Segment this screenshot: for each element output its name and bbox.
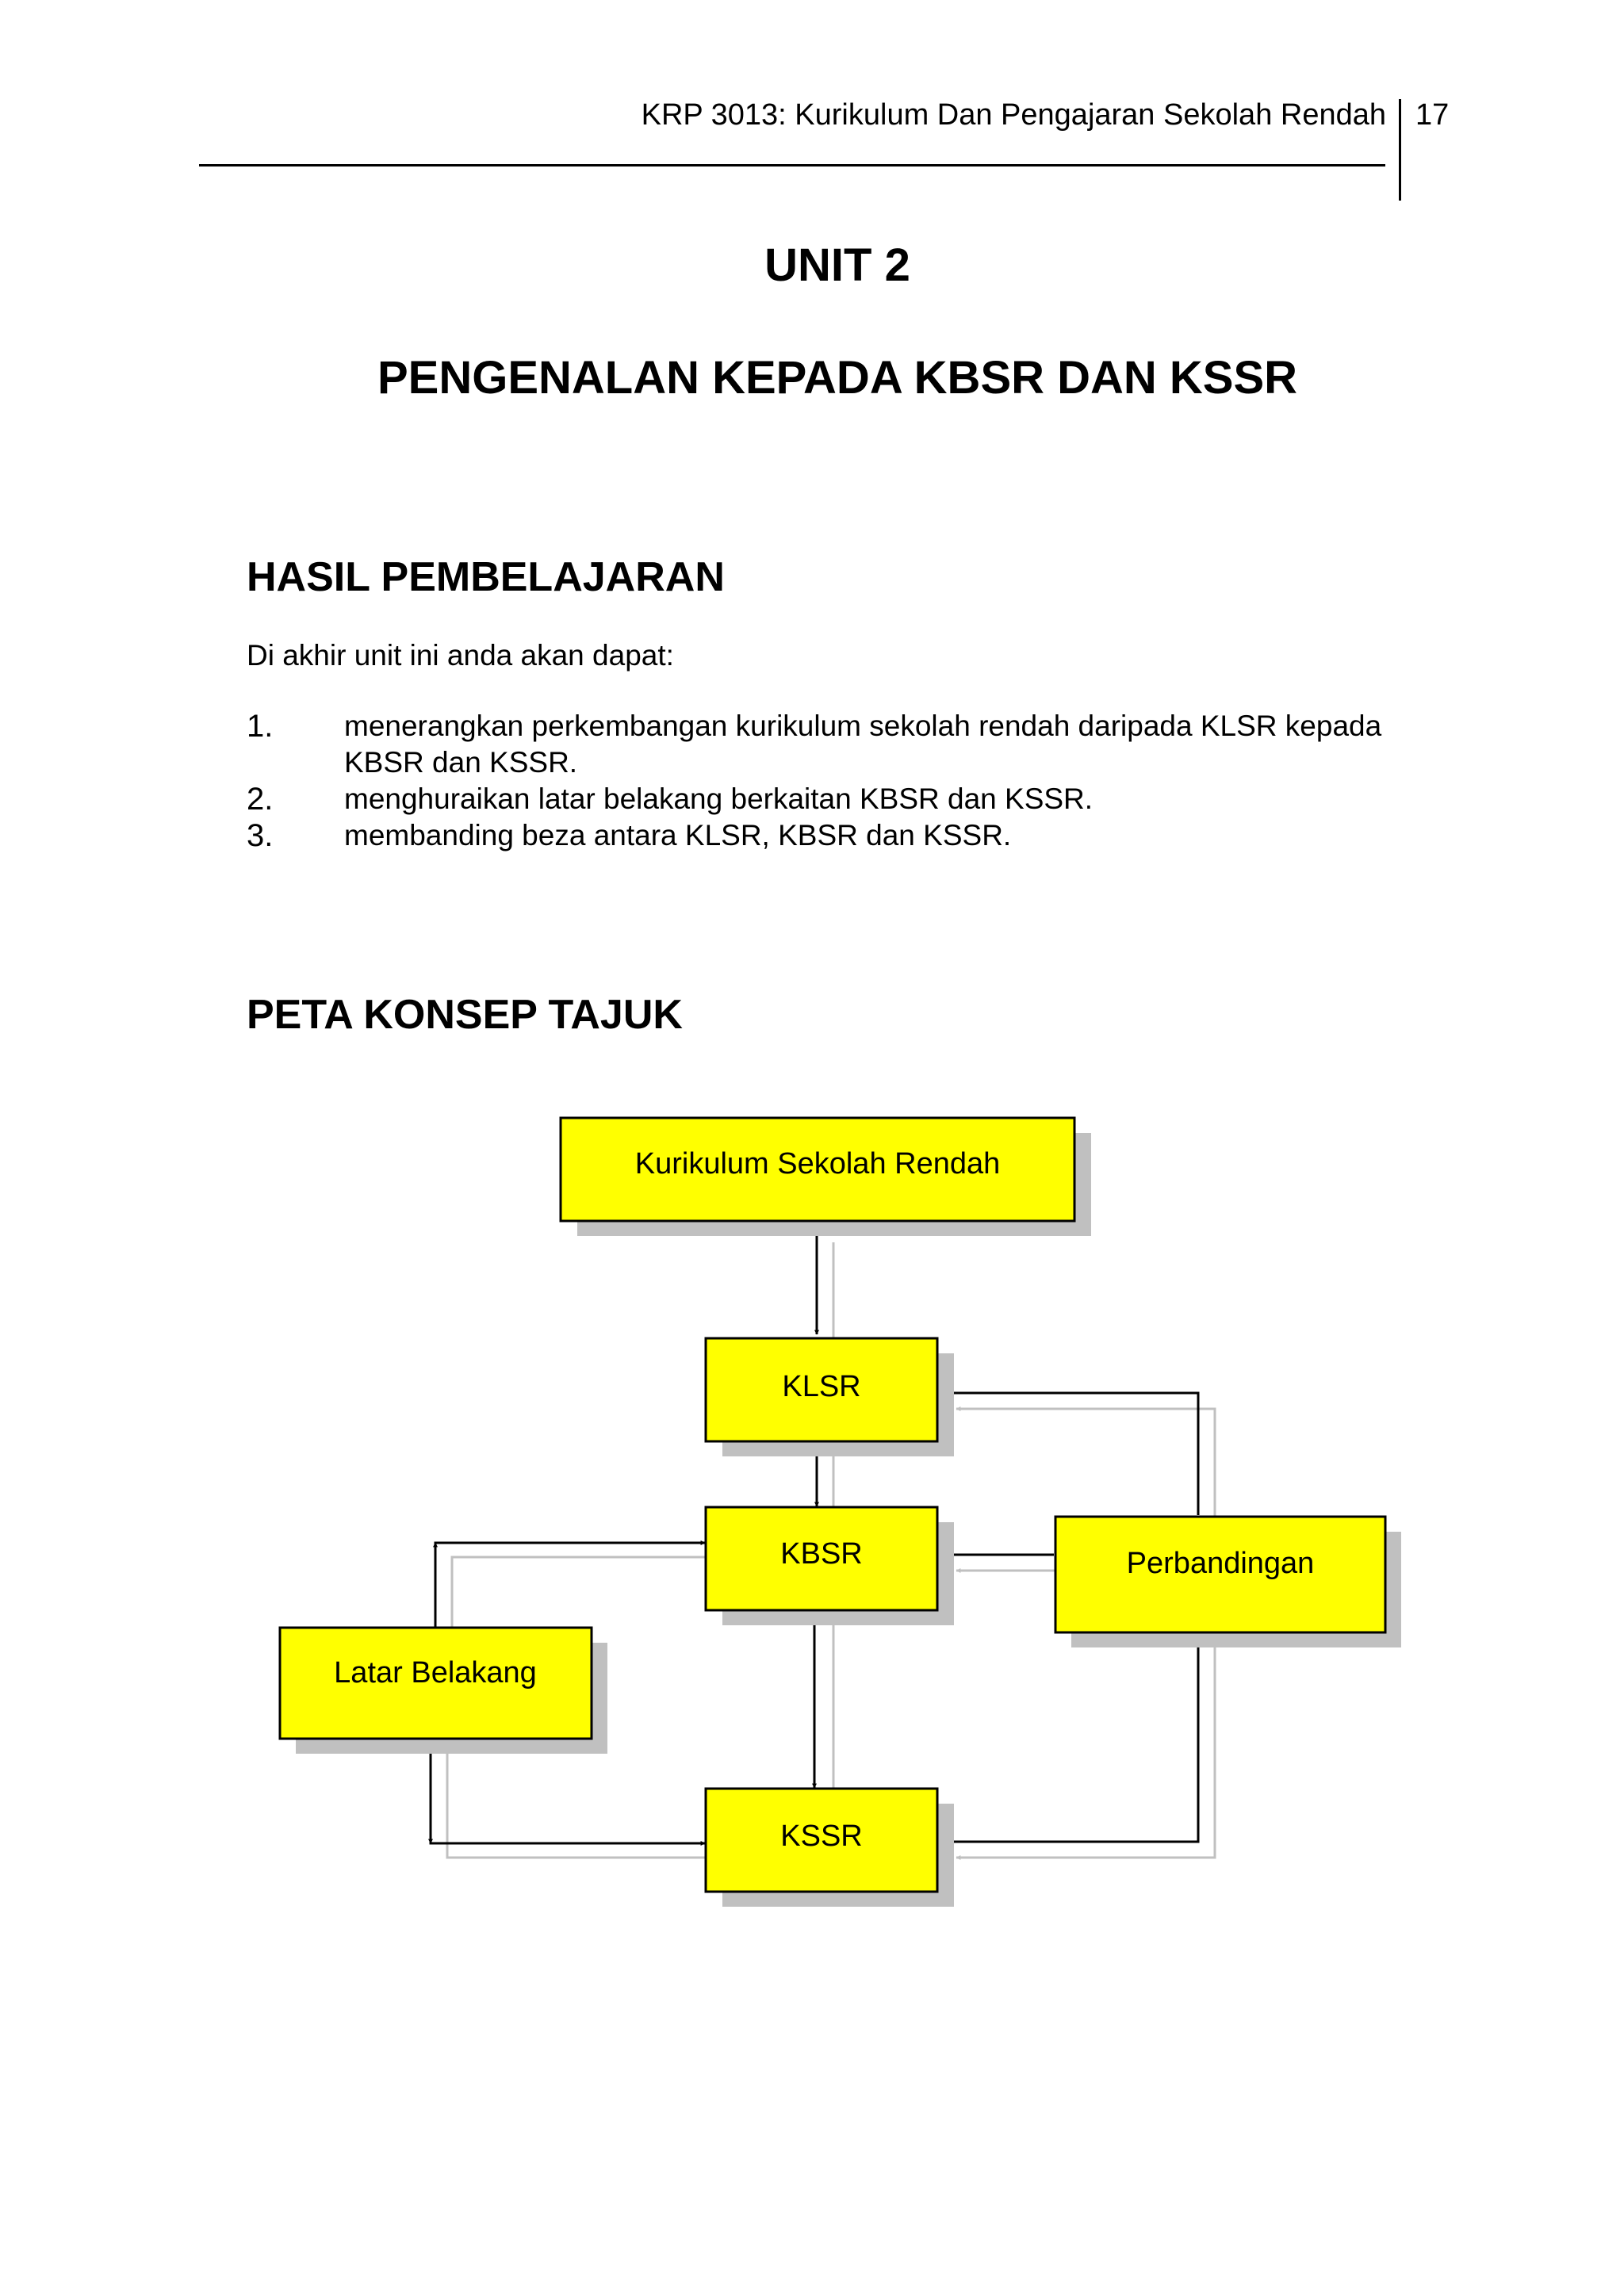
concept-node-klsr (706, 1338, 937, 1441)
list-item-number: 1. (247, 709, 274, 744)
concept-node-kbsr (706, 1507, 937, 1610)
node-label-kssr: KSSR (780, 1820, 863, 1853)
page-number: 17 (1415, 98, 1450, 132)
list-item-text: membanding beza antara KLSR, KBSR dan KSSR. (344, 819, 1012, 851)
concept-node-latar-belakang (280, 1628, 592, 1739)
concept-map-heading: PETA KONSEP TAJUK (247, 992, 683, 1038)
list-item-number: 2. (247, 782, 274, 817)
node-label-klsr: KLSR (782, 1370, 861, 1403)
concept-node-root (561, 1118, 1074, 1221)
list-item-text: menerangkan perkembangan kurikulum sekolah rendah daripada KLSR kepada KBSR dan KSSR. (344, 710, 1382, 779)
learning-outcomes-intro: Di akhir unit ini anda akan dapat: (247, 639, 674, 672)
running-header: KRP 3013: Kurikulum Dan Pengajaran Sekolah Rendah (641, 98, 1386, 132)
node-label-root: Kurikulum Sekolah Rendah (634, 1147, 1001, 1181)
list-item-number: 3. (247, 818, 274, 853)
concept-node-kssr (706, 1789, 937, 1892)
node-label-latar-belakang: Latar Belakang (334, 1656, 537, 1689)
concept-node-perbandingan (1055, 1517, 1385, 1632)
node-label-kbsr: KBSR (780, 1537, 863, 1571)
learning-outcomes-heading: HASIL PEMBELAJARAN (247, 554, 725, 600)
unit-title: UNIT 2 (764, 239, 910, 291)
node-label-perbandingan: Perbandingan (1126, 1547, 1315, 1580)
page-title: PENGENALAN KEPADA KBSR DAN KSSR (377, 352, 1298, 404)
list-item-text: menghuraikan latar belakang berkaitan KBSR dan KSSR. (344, 783, 1094, 815)
